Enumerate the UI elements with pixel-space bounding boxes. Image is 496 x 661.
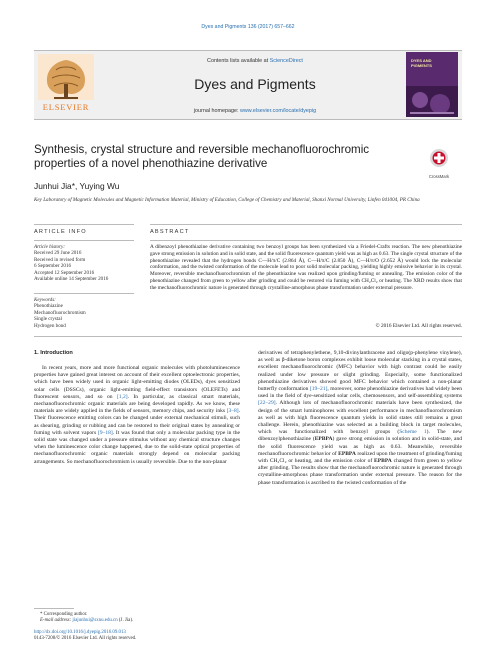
text-run: ) gave strong emission in solution and in solid-state, and the solid fluorescence yield was as high as 0.63. Meanwhile, reversible mechanofluorochromic behavior of [258, 436, 462, 457]
front-matter-bottom-rule [34, 336, 462, 337]
history-item: 6 September 2016 [34, 263, 72, 270]
sciencedirect-link[interactable]: ScienceDirect [269, 58, 303, 64]
footnote [34, 612, 234, 642]
citation-link[interactable]: [3–8] [226, 408, 239, 415]
journal-name: Dyes and Pigments [194, 76, 316, 92]
citation-link[interactable]: [22–29] [258, 400, 276, 407]
crossmark-badge[interactable] [418, 148, 460, 179]
abstract-copyright: © 2016 Elsevier Ltd. All rights reserved. [375, 323, 462, 329]
article-info-top-rule [34, 224, 134, 225]
history-item: Accepted 12 September 2016 [34, 269, 95, 276]
issn-line: 0143-7208/© 2016 Elsevier Ltd. All rights reserved. [34, 636, 137, 642]
elsevier-logo[interactable] [34, 52, 98, 116]
cover-title: DYES AND PIGMENTS [411, 58, 432, 68]
history-item: Available online 14 September 2016 [34, 276, 109, 283]
intro-paragraph [34, 365, 240, 466]
cover-artwork-icon [406, 86, 458, 117]
journal-cover[interactable] [406, 52, 458, 117]
text-run: . In particular, as classical smart materials, mechanofluorochromic organic materials are being developed rapidly. As we know, these materials are widely applied in the fields of sensors, memory chips, and security inks [34, 393, 240, 415]
text-run: . It was found that only a molecular packing type in the solid state was changed under a pressure stimulus without any chemical structure changes when the luminescence color change happened, due to the solid-state optical properties of mechanofluorochromic organic materials strongly depend on molecular packing arrangements. So mechanofluorochromism is usually reversible. Due to the non-planar [34, 429, 240, 465]
contents-prefix: Contents lists available at [207, 58, 270, 64]
text-run: , moreover, some phenothiazine derivatives had widely been used in the field of dye-sensitized solar cells, chemosensors, and self-assembling systems [258, 386, 462, 400]
text-run: ). The new dibenzoylphenothiazine ( [258, 429, 462, 443]
article-history [34, 244, 144, 282]
email-line [34, 618, 234, 624]
email-suffix: (J. Jia). [117, 618, 134, 624]
keyword-item: Mechanofluorochromism [34, 309, 86, 316]
authors[interactable]: Junhui Jia*, Yuying Wu [34, 181, 120, 191]
abstract-top-rule [150, 224, 462, 225]
homepage-prefix: journal homepage: [193, 108, 241, 114]
journal-reference[interactable]: Dyes and Pigments 136 (2017) 657–662 [201, 24, 295, 30]
keyword-item: Phenothiazine [34, 303, 63, 310]
article-info-head-rule [34, 240, 134, 241]
keywords-label: Keywords: [34, 297, 56, 303]
citation-link[interactable]: [19–21] [309, 386, 328, 393]
keyword-item: Single crystal [34, 316, 62, 323]
compound-label: EPBPA [374, 458, 392, 465]
compound-label: EPBPA [314, 436, 333, 443]
text-run: derivatives of tetraphenylethene, 9,10-divinylanthracene and oligo(p-phenylene vinylene), as well as β-diketone boron complexes exhibit loose molecular stacking in a crystal states, excellent mechanofluorochromic (MFC) behavior with high contrast could be easily realized under low pressure or slight grinding. Especially, some functionalized phenothiazine derivatives showed good MFC behavior which contained a non-planar butterfly conformation [258, 350, 462, 393]
footnote-rule [34, 608, 74, 609]
citation-link[interactable]: [1,2] [116, 393, 128, 400]
body-column-right [258, 350, 462, 487]
article-info-heading: ARTICLE INFO [34, 229, 87, 235]
keywords-rule [34, 293, 134, 294]
text-run: . Although lots of mechanofluorochromic materials have been synthesized, the design of the smart luminophores with excellent performance in mechanofluorochromism as well as with high fluorescence quantum yields in solid states still remains a great challenge. Herein, phenothiazine was selected as a building block in target molecules, which was functionalized with benzoyl groups ( [258, 400, 462, 436]
citation-link[interactable]: [9–18] [97, 429, 113, 436]
article-title: Synthesis, crystal structure and reversible mechanofluorochromic properties of a novel phenothiazine derivative [34, 143, 370, 170]
doi-link[interactable]: http://dx.doi.org/10.1016/j.dyepig.2016.09.013 [34, 630, 126, 636]
text-run: . Their fluorescence emitting colors can be changed under external mechanical stimuli, such as shearing, grinding or rubbing and can be restored to their original states by annealing or fuming with solvent vapors [34, 408, 240, 436]
journal-homepage [110, 108, 400, 114]
compound-label: EPBPA [338, 450, 356, 457]
history-item: Received in revised form [34, 256, 86, 263]
abstract-text: A dibenzoyl phenothiazine derivative containing two benzoyl groups has been synthesized via a Friedel-Crafts reaction. The new phenothiazine gave strong emission in solution and in solid state, and the solid fluorescence quantum yield was as high as 0.63. The single crystal structure of the phenothiazine revealed that the hydrogen bonds C—H/π/C (2.864 Å), C—H/π/C (2.850 Å), C—H/π/O (2.652 Å) would lock the molecular conformation, and the twisted conformation of the molecule lead to poor solid molecular packing, yielding highly emissive behavior in its crystal. Moreover, reversible mechanofluorochromism of the phenothiazine was realized upon grinding/fuming or annealing. The emission color of the phenothiazine changed from green to yellow after grinding and could be restored via fuming with CH₂Cl₂ or heating. The XRD results show that the mechanofluorochromic nature is generated through crystalline-amorphous phase transformation under external pressure. [150, 244, 462, 291]
text-run: In recent years, more and more functional organic molecules with photoluminescence properties have gained great interest on account of their excellent optoelectronic properties, which have been widely used in organic light-emitting diodes (OLEDs), dyes sensitized solar cells (DSSCs), organic light-emitting field-effect transistors (OLEFETs) and fluorescent sensors, and so on [34, 365, 240, 400]
abstract-head-rule [150, 240, 462, 241]
cover-image [406, 86, 458, 117]
history-label: Article history: [34, 244, 65, 250]
corresponding-note: * Corresponding author. [40, 612, 88, 617]
crossmark-icon [418, 148, 460, 168]
history-item: Received 29 June 2016 [34, 250, 82, 257]
text-run: realized upon the treatment of grinding/fuming with CH₂Cl₂ or heating, and the emission color of [258, 450, 462, 465]
body-column-left [34, 365, 240, 466]
text-run: changed from green to yellow after grinding. The results show that the mechanofluorochromic nature is generated through crystalline-amorphous phase transformation under external pressure. The reason for the phase transformation is ascribed to the twisted conformation of the [258, 458, 462, 486]
email-label: E-mail address: [40, 618, 73, 624]
keywords-list [34, 297, 144, 329]
homepage-link[interactable]: www.elsevier.com/locate/dyepig [240, 108, 317, 114]
elsevier-wordmark: ELSEVIER [42, 102, 90, 112]
intro-paragraph-continued [258, 350, 462, 487]
citation-link[interactable]: Scheme 1 [399, 429, 427, 436]
keyword-item: Hydrogen bond [34, 322, 66, 329]
email-link[interactable]: jiajunhui@sxnu.edu.cn [72, 618, 118, 624]
introduction-heading: 1. Introduction [34, 350, 73, 356]
affiliation: Key Laboratory of Magnetic Molecules and Magnetic Information Material, Ministry of Education, College of Chemistry and Material, Shanxi Normal University, Linfen 041004, PR China [34, 197, 420, 203]
abstract-heading: ABSTRACT [150, 229, 190, 235]
contents-line [110, 58, 400, 64]
crossmark-label: CrossMark [428, 174, 450, 179]
